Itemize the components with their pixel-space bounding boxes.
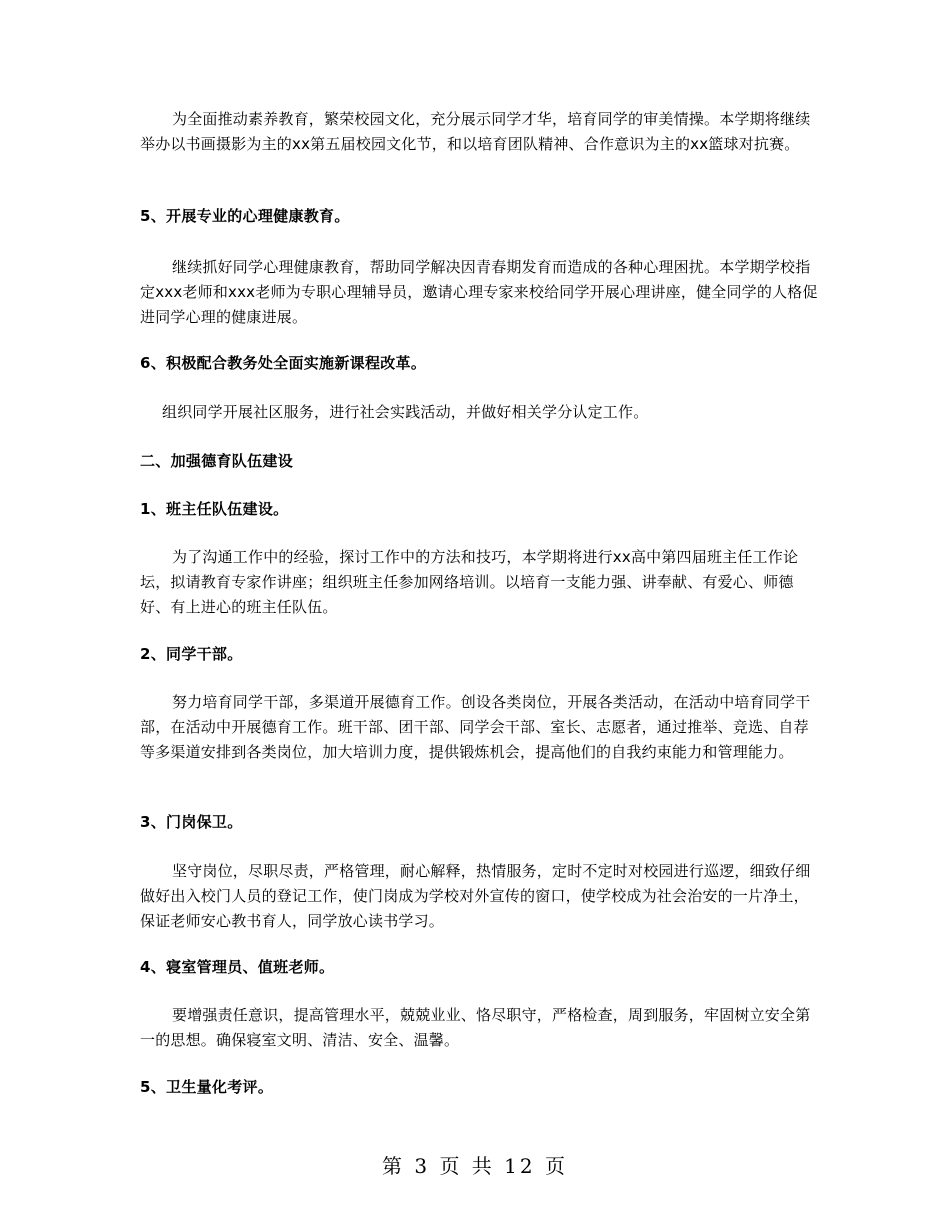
paragraph-head-teachers: 为了沟通工作中的经验，探讨工作中的方法和技巧，本学期将进行xx高中第四届班主任工作论坛，拟请教育专家作讲座；组织班主任参加网络培训。以培育一支能力强、讲奉献、有爱心、师德好、有上进心的班主任队伍。: [140, 548, 799, 616]
heading-dorm-staff: 4、寝室管理员、值班老师。: [140, 958, 335, 976]
paragraph-curriculum-reform: 组织同学开展社区服务，进行社会实践活动，并做好相关学分认定工作。: [162, 403, 649, 421]
paragraph-gate-security: 坚守岗位，尽职尽责，严格管理，耐心解释，热情服务，定时不定时对校园进行巡逻，细致仔细做好出入校门人员的登记工作，使门岗成为学校对外宣传的窗口，使学校成为社会治安的一片净土，保证老师安心教书育人，同学放心读书学习。: [140, 862, 811, 930]
heading-psych-education: 5、开展专业的心理健康教育。: [140, 207, 350, 225]
page-number-footer: 第 3 页 共 12 页: [382, 1154, 568, 1178]
heading-gate-security: 3、门岗保卫。: [140, 813, 243, 831]
heading-head-teachers: 1、班主任队伍建设。: [140, 500, 289, 518]
heading-student-cadres: 2、同学干部。: [140, 645, 243, 663]
paragraph-psych-education: 继续抓好同学心理健康教育，帮助同学解决因青春期发育而造成的各种心理困扰。本学期学校指定xxx老师和xxx老师为专职心理辅导员，邀请心理专家来校给同学开展心理讲座，健全同学的人格促进同学心理的健康进展。: [140, 258, 818, 326]
heading-section-two: 二、加强德育队伍建设: [140, 452, 294, 470]
paragraph-dorm-staff: 要增强责任意识，提高管理水平，兢兢业业、恪尽职守，严格检查，周到服务，牢固树立安全第一的思想。确保寝室文明、清洁、安全、温馨。: [140, 1006, 811, 1049]
paragraph-student-cadres: 努力培育同学干部，多渠道开展德育工作。创设各类岗位，开展各类活动，在活动中培育同学干部，在活动中开展德育工作。班干部、团干部、同学会干部、室长、志愿者，通过推举、竞选、自荐等多渠道安排到各类岗位，加大培训力度，提供锻炼机会，提高他们的自我约束能力和管理能力。: [140, 693, 811, 761]
paragraph-culture-festival: 为全面推动素养教育，繁荣校园文化，充分展示同学才华，培育同学的审美情操。本学期将继续举办以书画摄影为主的xx第五届校园文化节，和以培育团队精神、合作意识为主的xx篮球对抗赛。: [140, 110, 811, 153]
heading-hygiene-evaluation: 5、卫生量化考评。: [140, 1078, 274, 1096]
heading-curriculum-reform: 6、积极配合教务处全面实施新课程改革。: [140, 354, 427, 372]
